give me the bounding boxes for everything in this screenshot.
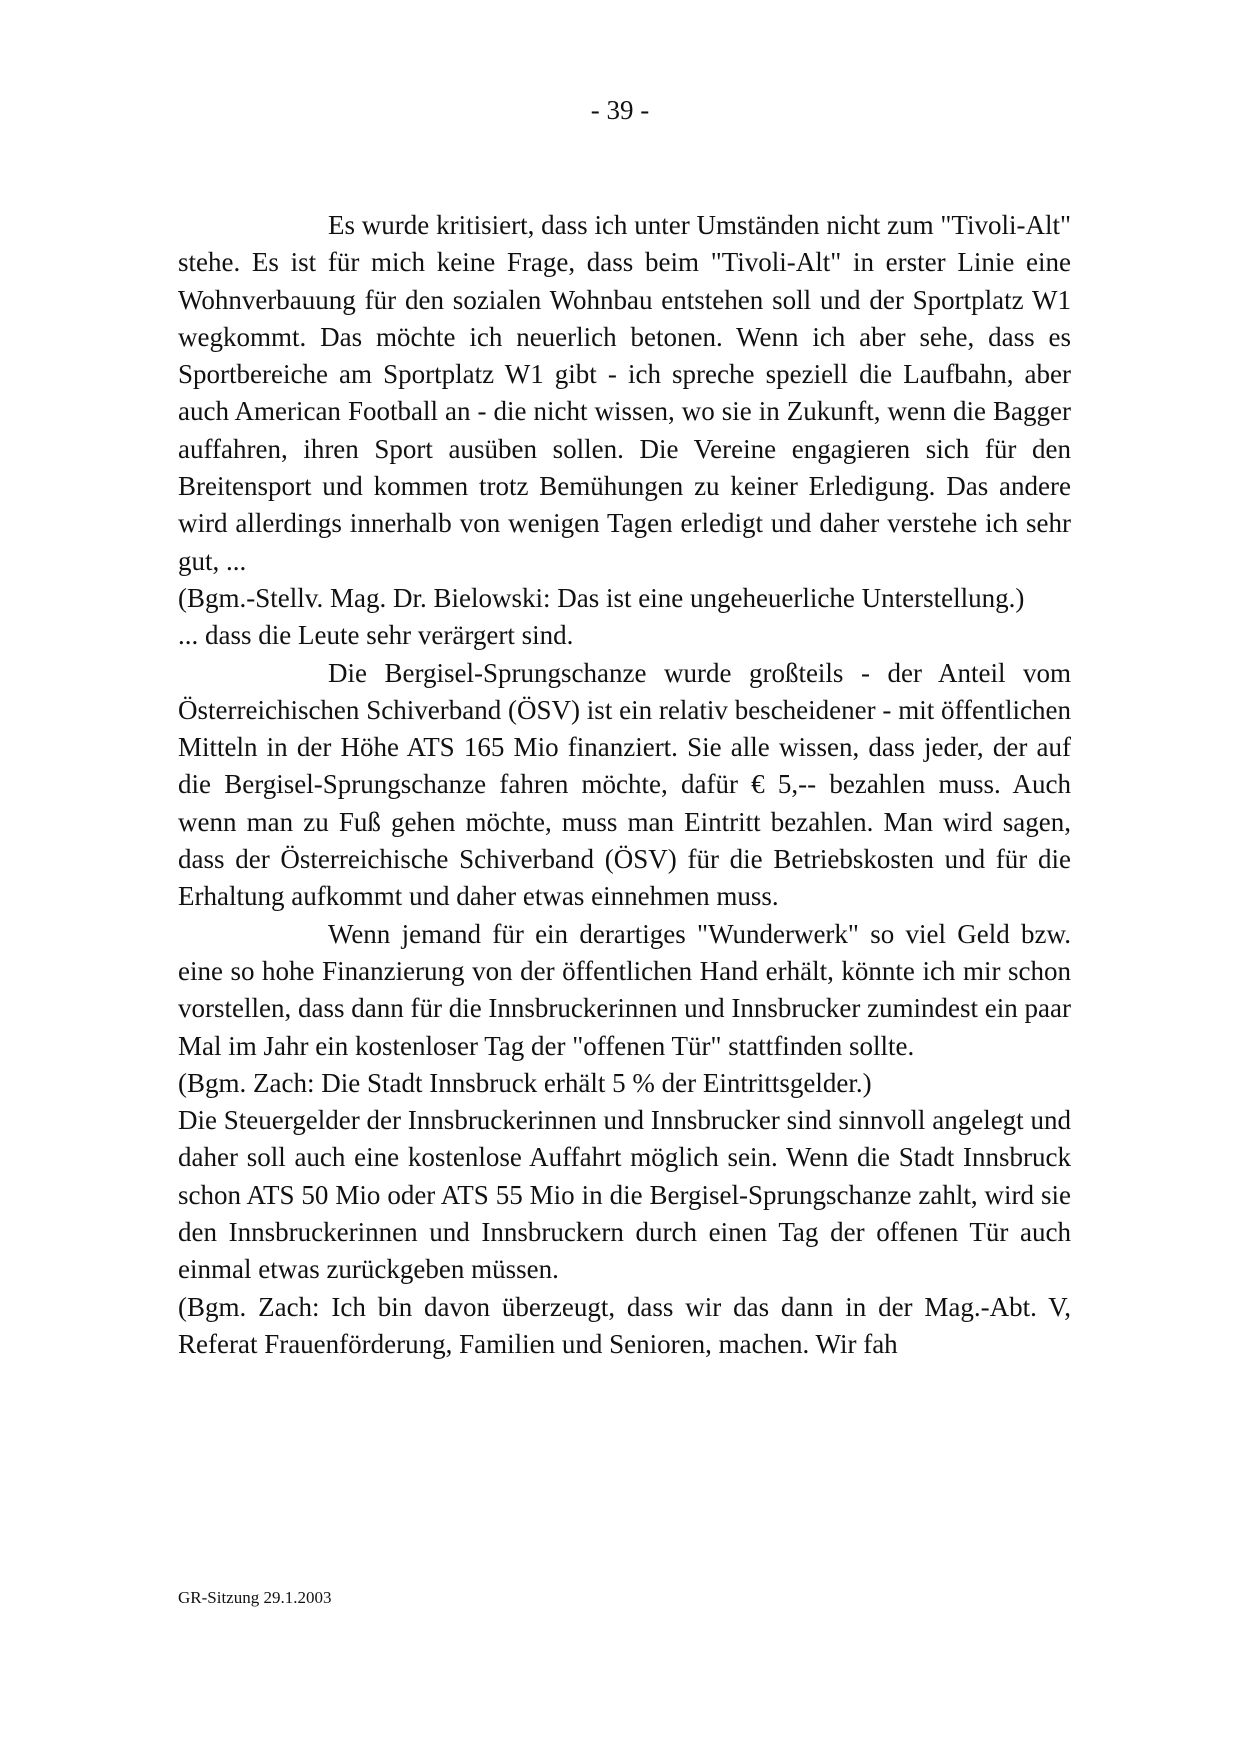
paragraph-bergisel-financing: Die Bergisel-Sprungschanze wurde großteils - der Anteil vom Österreichischen Schiverband (ÖSV) ist ein relativ bescheidener - mit öffentlichen Mitteln in der Höhe ATS 165 Mio finanziert. Sie alle wissen, dass jeder, der auf die Bergisel-Sprungschanze fahren möchte, dafür € 5,-- bezahlen muss. Auch wenn man zu Fuß gehen möchte, muss man Eintritt bezahlen. Man wird sagen, dass der Österreichische Schiverband (ÖSV) für die Betriebskosten und für die Erhaltung aufkommt und daher etwas einnehmen muss. bbox=[178, 657, 1071, 912]
page-number: - 39 - bbox=[590, 95, 650, 125]
interjection-bielowski: (Bgm.-Stellv. Mag. Dr. Bielowski: Das ist eine ungeheuerliche Unterstellung.) bbox=[178, 582, 1025, 613]
paragraph-open-day: Wenn jemand für ein derartiges "Wunderwerk" so viel Geld bzw. eine so hohe Finanzierung von der öffentlichen Hand erhält, könnte ich mir schon vorstellen, dass dann für die Innsbruckerinnen und Innsbrucker zumindest ein paar Mal im Jahr ein kostenloser Tag der "offenen Tür" stattfinden sollte. bbox=[178, 918, 1071, 1061]
paragraph-steuergelder: Die Steuergelder der Innsbruckerinnen und Innsbrucker sind sinnvoll angelegt und daher soll auch eine kostenlose Auffahrt möglich sein. Wenn die Stadt Innsbruck schon ATS 50 Mio oder ATS 55 Mio in die Bergisel-Sprungschanze zahlt, wird sie den Innsbruckerinnen und Innsbruckern durch einen Tag der offenen Tür auch einmal etwas zurückgeben müssen. bbox=[178, 1105, 1071, 1285]
interjection-zach-eintritt: (Bgm. Zach: Die Stadt Innsbruck erhält 5 % der Eintrittsgelder.) bbox=[178, 1067, 872, 1098]
body-text bbox=[178, 207, 1071, 1363]
footer-session-date: GR-Sitzung 29.1.2003 bbox=[178, 1588, 332, 1607]
interjection-zach-magabt: (Bgm. Zach: Ich bin davon überzeugt, dass wir das dann in der Mag.-Abt. V, Referat Frauenförderung, Familien und Senioren, machen. Wir fah bbox=[178, 1291, 1071, 1359]
paragraph-tivoli-alt: Es wurde kritisiert, dass ich unter Umständen nicht zum "Tivoli-Alt" stehe. Es ist für mich keine Frage, dass beim "Tivoli-Alt" in erster Linie eine Wohnverbauung für den sozialen Wohnbau entstehen soll und der Sportplatz W1 wegkommt. Das möchte ich neuerlich betonen. Wenn ich aber sehe, dass es Sportbereiche am Sportplatz W1 gibt - ich spreche speziell die Laufbahn, aber auch American Football an - die nicht wissen, wo sie in Zukunft, wenn die Bagger auffahren, ihren Sport ausüben sollen. Die Vereine engagieren sich für den Breitensport und kommen trotz Bemühungen zu keiner Erledigung. Das andere wird allerdings innerhalb von wenigen Tagen erledigt und daher verstehe ich sehr gut, ... bbox=[178, 210, 1071, 576]
paragraph-continuation: ... dass die Leute sehr verärgert sind. bbox=[178, 620, 574, 651]
